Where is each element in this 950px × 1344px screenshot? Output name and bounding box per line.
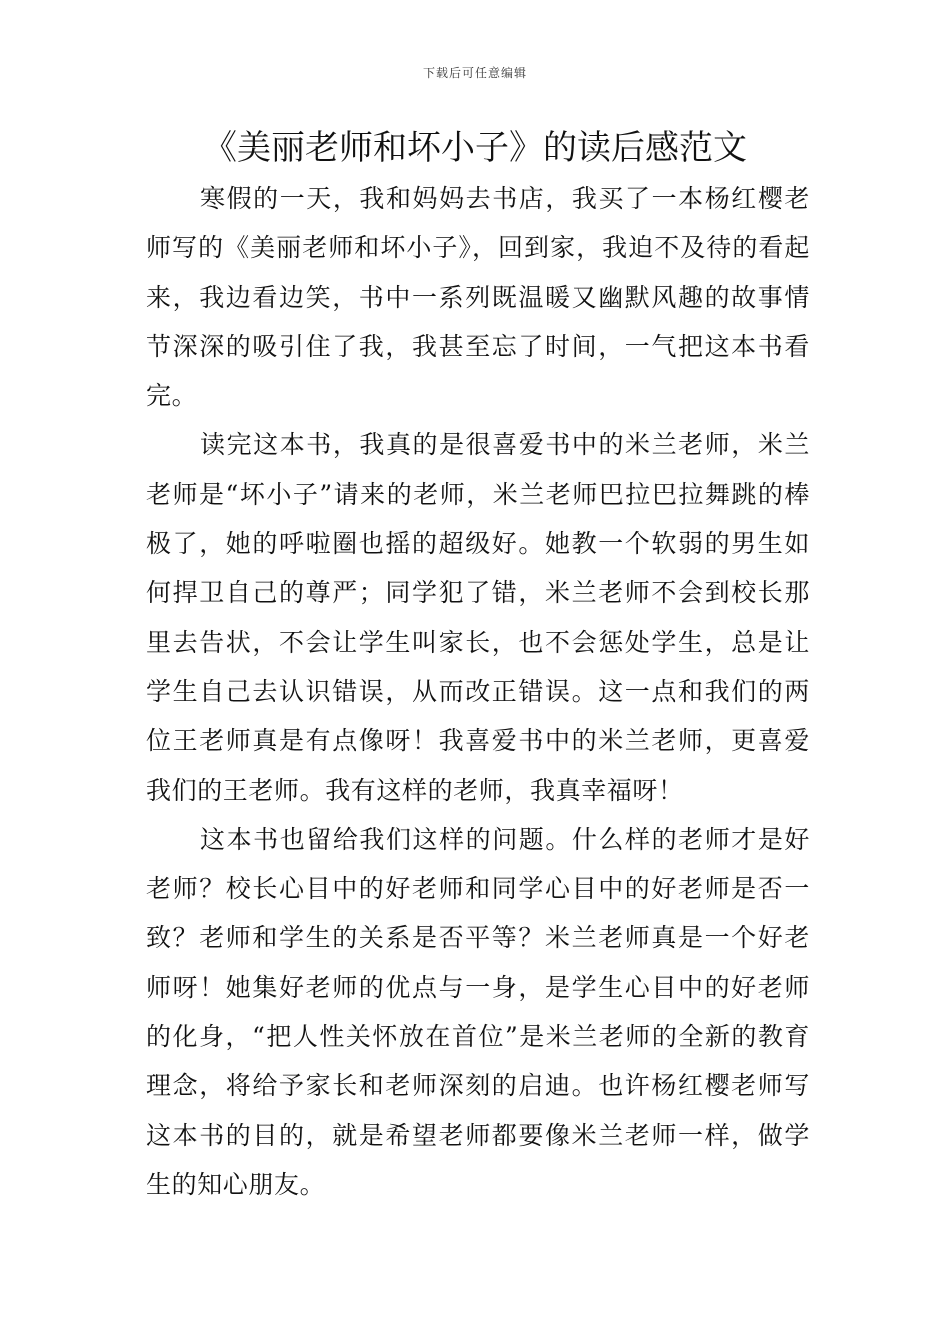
- document-body: [146, 174, 810, 1209]
- paragraph-1: 寒假的一天，我和妈妈去书店，我买了一本杨红樱老师写的《美丽老师和坏小子》，回到家，我迫不及待的看起来，我边看边笑，书中一系列既温暖又幽默风趣的故事情节深深的吸引住了我，我甚至忘了时间，一气把这本书看完。: [146, 184, 810, 411]
- paragraph-2: 读完这本书，我真的是很喜爱书中的米兰老师，米兰老师是“坏小子”请来的老师，米兰老师巴拉巴拉舞跳的棒极了，她的呼啦圈也摇的超级好。她教一个软弱的男生如何捍卫自己的尊严；同学犯了错，米兰老师不会到校长那里去告状，不会让学生叫家长，也不会惩处学生，总是让学生自己去认识错误，从而改正错误。这一点和我们的两位王老师真是有点像呀！我喜爱书中的米兰老师，更喜爱我们的王老师。我有这样的老师，我真幸福呀！: [146, 430, 810, 805]
- document-title: 《美丽老师和坏小子》的读后感范文: [203, 128, 747, 168]
- header-note: 下载后可任意编辑: [422, 66, 527, 80]
- paragraph-3: 这本书也留给我们这样的问题。什么样的老师才是好老师？校长心目中的好老师和同学心目中的好老师是否一致？老师和学生的关系是否平等？米兰老师真是一个好老师呀！她集好老师的优点与一身，是学生心目中的好老师的化身，“把人性关怀放在首位”是米兰老师的全新的教育理念，将给予家长和老师深刻的启迪。也许杨红樱老师写这本书的目的，就是希望老师都要像米兰老师一样，做学生的知心朋友。: [146, 824, 810, 1199]
